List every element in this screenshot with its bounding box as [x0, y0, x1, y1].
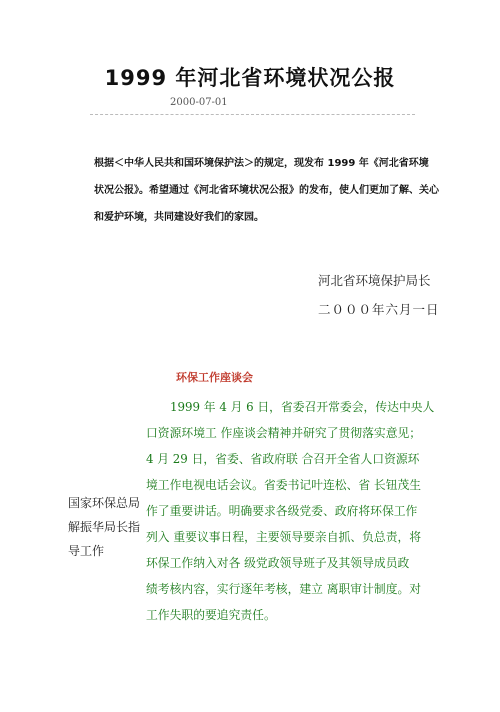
- body-line: 境工作电视电话会议。省委书记叶连松、省 长钮茂生: [146, 478, 422, 492]
- page-title: 1999 年河北省环境状况公报: [104, 66, 396, 90]
- body-line: 1999 年 4 月 6 日，省委召开常委会，传达中央人: [170, 400, 435, 414]
- side-note-line: 导工作: [68, 544, 105, 558]
- intro-line: 根据＜中华人民共和国环境保护法＞的规定，现发布 1999 年《河北省环境: [94, 158, 429, 169]
- intro-line: 状况公报》。希望通过《河北省环境状况公报》的发布，使人们更加了解、关心: [94, 185, 439, 196]
- intro-paragraph: [94, 150, 439, 231]
- body-line: 4 月 29 日，省委、省政府联 合召开全省人口资源环: [146, 452, 420, 466]
- body-line: 作了重要讲话。明确要求各级党委、政府将环保工作: [146, 504, 418, 518]
- signature-org: 河北省环境保护局长: [318, 273, 431, 288]
- section-title: 环保工作座谈会: [176, 371, 253, 384]
- body-line: 环保工作纳入对各 级党政领导班子及其领导成员政: [146, 556, 410, 570]
- side-note-line: 解振华局长指: [68, 520, 141, 534]
- body-line: 工作失职的要追究责任。: [146, 608, 276, 622]
- side-note-line: 国家环保总局: [68, 496, 141, 510]
- body-line: 绩考核内容，实行逐年考核，建立 离职审计制度。对: [146, 582, 422, 596]
- intro-line: 和爱护环境，共同建设好我们的家园。: [94, 212, 264, 223]
- side-note: [68, 491, 150, 563]
- divider: [90, 114, 415, 115]
- section-body: [146, 394, 438, 628]
- publish-date: 2000-07-01: [170, 97, 228, 108]
- body-line: 列入 重要议事日程，主要领导要亲自抓、负总责，将: [146, 530, 422, 544]
- body-line: 口资源环境工 作座谈会精神并研究了贯彻落实意见；: [146, 426, 422, 440]
- signature-date: 二０００年六月一日: [318, 302, 440, 317]
